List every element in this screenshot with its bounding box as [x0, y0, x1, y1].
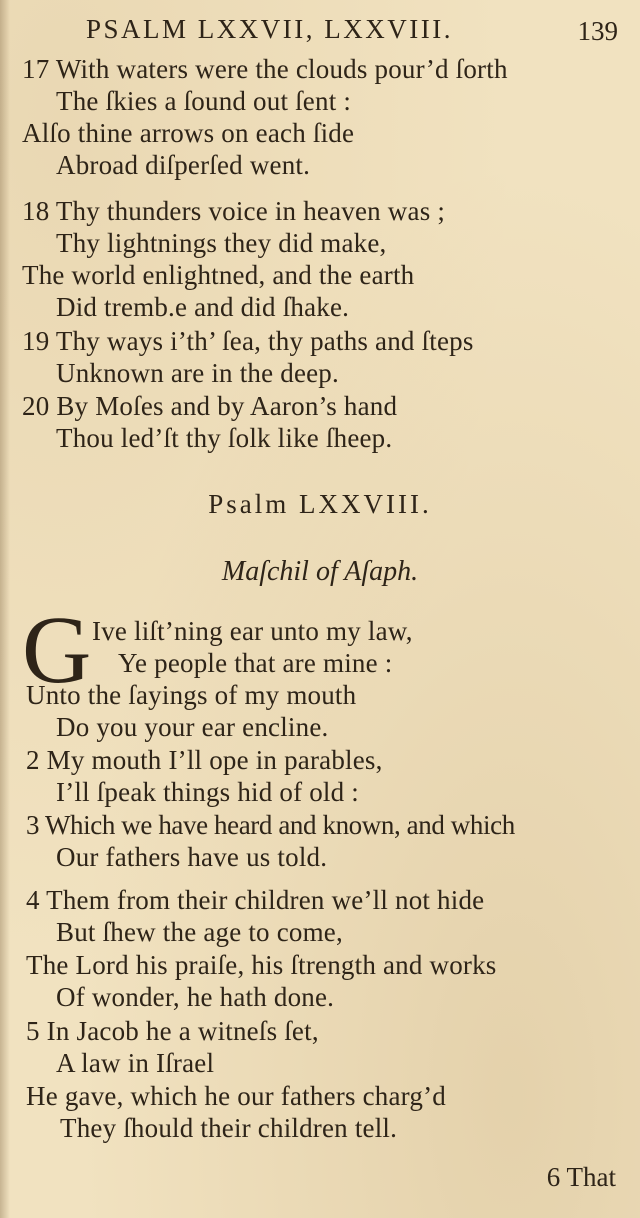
verse-line: 3 Which we have heard and known, and which — [26, 810, 515, 840]
verse-line: Ive liſt’ning ear unto my law, — [92, 616, 413, 646]
page-number: 139 — [577, 16, 618, 46]
verse-line: Of wonder, he hath done. — [56, 982, 335, 1012]
verse-line: 19 Thy ways i’th’ ſea, thy paths and ſteps — [22, 326, 474, 356]
verse-line: 4 Them from their children we’ll not hide — [26, 885, 485, 915]
verse-line: 20 By Moſes and by Aaron’s hand — [22, 391, 398, 421]
psalm-title: Psalm LXXVIII. — [208, 489, 432, 519]
verse-line: Thy lightnings they did make, — [56, 228, 387, 258]
verse-line: Alſo thine arrows on each ſide — [22, 118, 355, 148]
verse-line: 18 Thy thunders voice in heaven was ; — [22, 196, 446, 226]
verse-line: 17 With waters were the clouds pour’d ſorth — [22, 54, 508, 84]
verse-line: Ye people that are mine : — [118, 648, 393, 678]
verse-line: The world enlightned, and the earth — [22, 260, 415, 290]
verse-line: He gave, which he our fathers charg’d — [26, 1081, 446, 1111]
verse-line: 2 My mouth I’ll ope in parables, — [26, 745, 383, 775]
catchword: 6 That — [546, 1162, 616, 1192]
verse-line: Thou led’ſt thy ſolk like ſheep. — [56, 423, 393, 453]
verse-line: The Lord his praiſe, his ſtrength and works — [26, 950, 497, 980]
running-title: PSALM LXXVII, LXXVIII. — [86, 14, 453, 44]
verse-line: Unto the ſayings of my mouth — [26, 680, 357, 710]
verse-line: The ſkies a ſound out ſent : — [56, 86, 352, 116]
verse-line: Abroad diſperſed went. — [56, 150, 311, 180]
verse-line: They ſhould their children tell. — [60, 1113, 398, 1143]
drop-cap-letter: G — [22, 596, 92, 703]
verse-line: Do you your ear encline. — [56, 712, 329, 742]
psalm-subtitle: Maſchil of Aſaph. — [221, 556, 419, 587]
verse-line: I’ll ſpeak things hid of old : — [56, 777, 359, 807]
verse-line: Did tremb.e and did ſhake. — [56, 292, 350, 322]
verse-line: Unknown are in the deep. — [56, 358, 339, 388]
verse-line: A law in Iſrael — [56, 1048, 215, 1078]
page-gutter-shadow — [0, 0, 10, 1218]
verse-line: But ſhew the age to come, — [56, 917, 343, 947]
verse-line: 5 In Jacob he a witneſs ſet, — [26, 1016, 319, 1046]
verse-line: Our fathers have us told. — [56, 842, 328, 872]
